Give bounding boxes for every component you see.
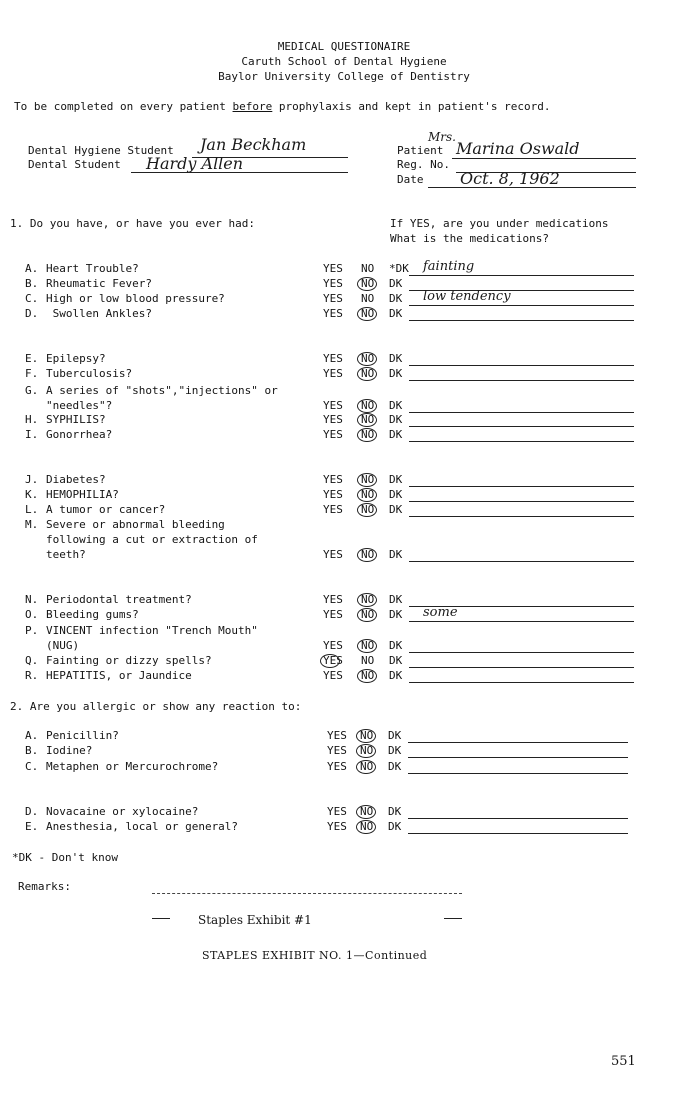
instruction-emphasis: before [232,100,273,113]
yes-option: YES [323,473,343,486]
item-question-text: Swollen Ankles? [46,307,152,320]
no-option: NO [361,669,375,682]
item-question-text: Anesthesia, local or general? [46,820,239,833]
handwritten-note: some [423,605,458,620]
hygiene-student-label: Dental Hygiene Student [28,144,174,157]
answer-line [408,818,628,819]
dk-option: DK [389,639,403,652]
dk-option: DK [389,503,403,516]
no-option: NO [361,608,375,621]
patient-title: Mrs. [428,130,456,144]
no-option: NO [361,292,375,305]
no-option: NO [360,729,374,742]
yes-option: YES [323,367,343,380]
dk-option: DK [388,729,402,742]
continued-caption: STAPLES EXHIBIT NO. 1—Continued [202,949,428,962]
answer-circle-no [357,399,377,413]
answer-circle-no [357,503,377,517]
item-letter: A. [25,262,39,275]
instruction-post: prophylaxis and kept in patient's record. [272,100,551,113]
item-letter: L. [25,503,39,516]
answer-circle-no [357,307,377,321]
item-question-text: Periodontal treatment? [46,593,192,606]
yes-option: YES [323,428,343,441]
dk-option: DK [389,292,403,305]
handwritten-note: low tendency [423,289,511,304]
dental-student-line [131,172,348,173]
patient-name: Marina Oswald [456,139,580,158]
dk-option: DK [389,473,403,486]
no-option: NO [361,307,375,320]
dk-option: DK [389,352,403,365]
answer-line [409,365,634,366]
yes-option: YES [323,503,343,516]
answer-circle-no [357,413,377,427]
dk-option: DK [389,654,403,667]
yes-option: YES [323,262,343,275]
answer-line [409,561,634,562]
yes-option: YES [323,352,343,365]
item-question-text: Tuberculosis? [46,367,133,380]
dk-option: DK [388,805,402,818]
answer-line [409,441,634,442]
answer-circle-no [357,669,377,683]
yes-option: YES [323,639,343,652]
item-question-text: following a cut or extraction of [46,533,258,546]
item-letter: C. [25,292,39,305]
answer-circle-no [357,639,377,653]
yes-option: YES [323,413,343,426]
item-question-text: Bleeding gums? [46,608,139,621]
dk-option: DK [389,593,403,606]
answer-line [409,652,634,653]
dk-option: DK [389,488,403,501]
item-question-text: Gonorrhea? [46,428,113,441]
dk-option: DK [389,399,403,412]
item-letter: G. [25,384,39,397]
item-letter: M. [25,518,39,531]
date-value: Oct. 8, 1962 [460,169,560,188]
answer-line [409,501,634,502]
item-question-text: "needles"? [46,399,113,412]
answer-line [409,412,634,413]
item-question-text: A series of "shots","injections" or [46,384,278,397]
handwritten-note: fainting [423,259,475,274]
no-option: NO [361,352,375,365]
no-option: NO [360,805,374,818]
item-letter: J. [25,473,39,486]
item-letter: B. [25,744,39,757]
dk-option: DK [389,367,403,380]
item-question-text: Rheumatic Fever? [46,277,152,290]
item-question-text: HEPATITIS, or Jaundice [46,669,192,682]
item-question-text: Fainting or dizzy spells? [46,654,212,667]
dk-option: DK [389,307,403,320]
item-letter: B. [25,277,39,290]
patient-line [452,158,636,159]
item-question-text: Metaphen or Mercurochrome? [46,760,219,773]
answer-circle-no [356,805,376,819]
no-option: NO [361,367,375,380]
yes-option: YES [323,307,343,320]
item-letter: I. [25,428,39,441]
dental-student-label: Dental Student [28,158,121,171]
exhibit-label: Staples Exhibit #1 [198,913,312,927]
no-option: NO [361,428,375,441]
hygiene-student-signature: Jan Beckham [200,135,307,154]
dk-option: DK [388,744,402,757]
answer-circle-no [357,428,377,442]
item-letter: C. [25,760,39,773]
no-option: NO [361,654,375,667]
section-2-question: 2. Are you allergic or show any reaction to: [10,700,302,713]
no-option: NO [361,488,375,501]
yes-option: YES [323,593,343,606]
patient-label: Patient [397,144,444,157]
answer-circle-no [357,473,377,487]
item-question-text: Iodine? [46,744,93,757]
yes-option: YES [323,399,343,412]
dk-option: *DK [389,262,409,275]
remarks-label: Remarks: [18,880,71,893]
no-option: NO [361,413,375,426]
section-1-question: 1. Do you have, or have you ever had: [10,217,256,230]
item-question-text: (NUG) [46,639,80,652]
dental-student-signature: Hardy Allen [146,154,244,173]
yes-option: YES [323,548,343,561]
answer-line [409,320,634,321]
item-question-text: Penicillin? [46,729,119,742]
item-question-text: Diabetes? [46,473,106,486]
date-line [428,187,636,188]
dk-option: DK [389,428,403,441]
yes-option: YES [323,488,343,501]
dk-option: DK [388,820,402,833]
answer-circle-no [357,367,377,381]
answer-line [409,380,634,381]
reg-no-label: Reg. No. [397,158,450,171]
yes-option: YES [327,805,347,818]
answer-circle-yes [320,654,340,668]
answer-line [408,757,628,758]
dk-option: DK [389,548,403,561]
item-letter: F. [25,367,39,380]
no-option: NO [361,262,375,275]
dk-option: DK [388,760,402,773]
dk-option: DK [389,277,403,290]
yes-option: YES [327,729,347,742]
item-question-text: High or low blood pressure? [46,292,225,305]
answer-circle-no [357,352,377,366]
item-letter: E. [25,820,39,833]
item-letter: H. [25,413,39,426]
no-option: NO [361,473,375,486]
yes-option: YES [327,760,347,773]
page-number: 551 [611,1054,636,1069]
medication-question-2: What is the medications? [390,232,549,245]
no-option: NO [360,760,374,773]
yes-option: YES [323,277,343,290]
answer-line [409,667,634,668]
item-letter: D. [25,805,39,818]
item-question-text: VINCENT infection "Trench Mouth" [46,624,258,637]
answer-line [409,486,634,487]
remarks-line [152,893,462,894]
answer-line [409,516,634,517]
answer-circle-no [357,277,377,291]
item-question-text: HEMOPHILIA? [46,488,119,501]
yes-option: YES [323,608,343,621]
answer-circle-no [356,760,376,774]
answer-line [408,773,628,774]
no-option: NO [360,744,374,757]
instruction-pre: To be completed on every patient [14,100,233,113]
school-name: Caruth School of Dental Hygiene [241,55,447,68]
item-letter: A. [25,729,39,742]
dk-note: *DK - Don't know [12,851,118,864]
item-question-text: Epilepsy? [46,352,106,365]
item-question-text: A tumor or cancer? [46,503,166,516]
item-letter: D. [25,307,39,320]
medication-question: If YES, are you under medications [390,217,609,230]
answer-line [409,426,634,427]
yes-option: YES [323,292,343,305]
item-question-text: SYPHILIS? [46,413,106,426]
item-question-text: Heart Trouble? [46,262,139,275]
yes-option: YES [323,654,343,667]
yes-option: YES [327,820,347,833]
item-letter: K. [25,488,39,501]
answer-circle-no [356,729,376,743]
yes-option: YES [323,669,343,682]
no-option: NO [361,503,375,516]
answer-circle-no [357,608,377,622]
dk-option: DK [389,608,403,621]
instruction-line [14,100,550,114]
date-label: Date [397,173,424,186]
yes-option: YES [327,744,347,757]
no-option: NO [361,639,375,652]
answer-circle-no [357,488,377,502]
no-option: NO [361,548,375,561]
item-letter: E. [25,352,39,365]
no-option: NO [361,399,375,412]
item-letter: O. [25,608,39,621]
item-question-text: Novacaine or xylocaine? [46,805,199,818]
answer-circle-no [356,744,376,758]
dk-option: DK [389,669,403,682]
item-letter: Q. [25,654,39,667]
no-option: NO [360,820,374,833]
item-letter: R. [25,669,39,682]
item-letter: N. [25,593,39,606]
item-question-text: teeth? [46,548,86,561]
college-name: Baylor University College of Dentistry [218,70,470,83]
answer-circle-no [356,820,376,834]
answer-circle-no [357,593,377,607]
answer-line [408,742,628,743]
dk-option: DK [389,413,403,426]
no-option: NO [361,593,375,606]
no-option: NO [361,277,375,290]
item-question-text: Severe or abnormal bleeding [46,518,225,531]
answer-circle-no [357,548,377,562]
item-letter: P. [25,624,39,637]
answer-line [408,833,628,834]
exhibit-dash-right [444,918,462,919]
exhibit-dash-left [152,918,170,919]
form-title: MEDICAL QUESTIONAIRE [277,40,411,53]
answer-line [409,682,634,683]
